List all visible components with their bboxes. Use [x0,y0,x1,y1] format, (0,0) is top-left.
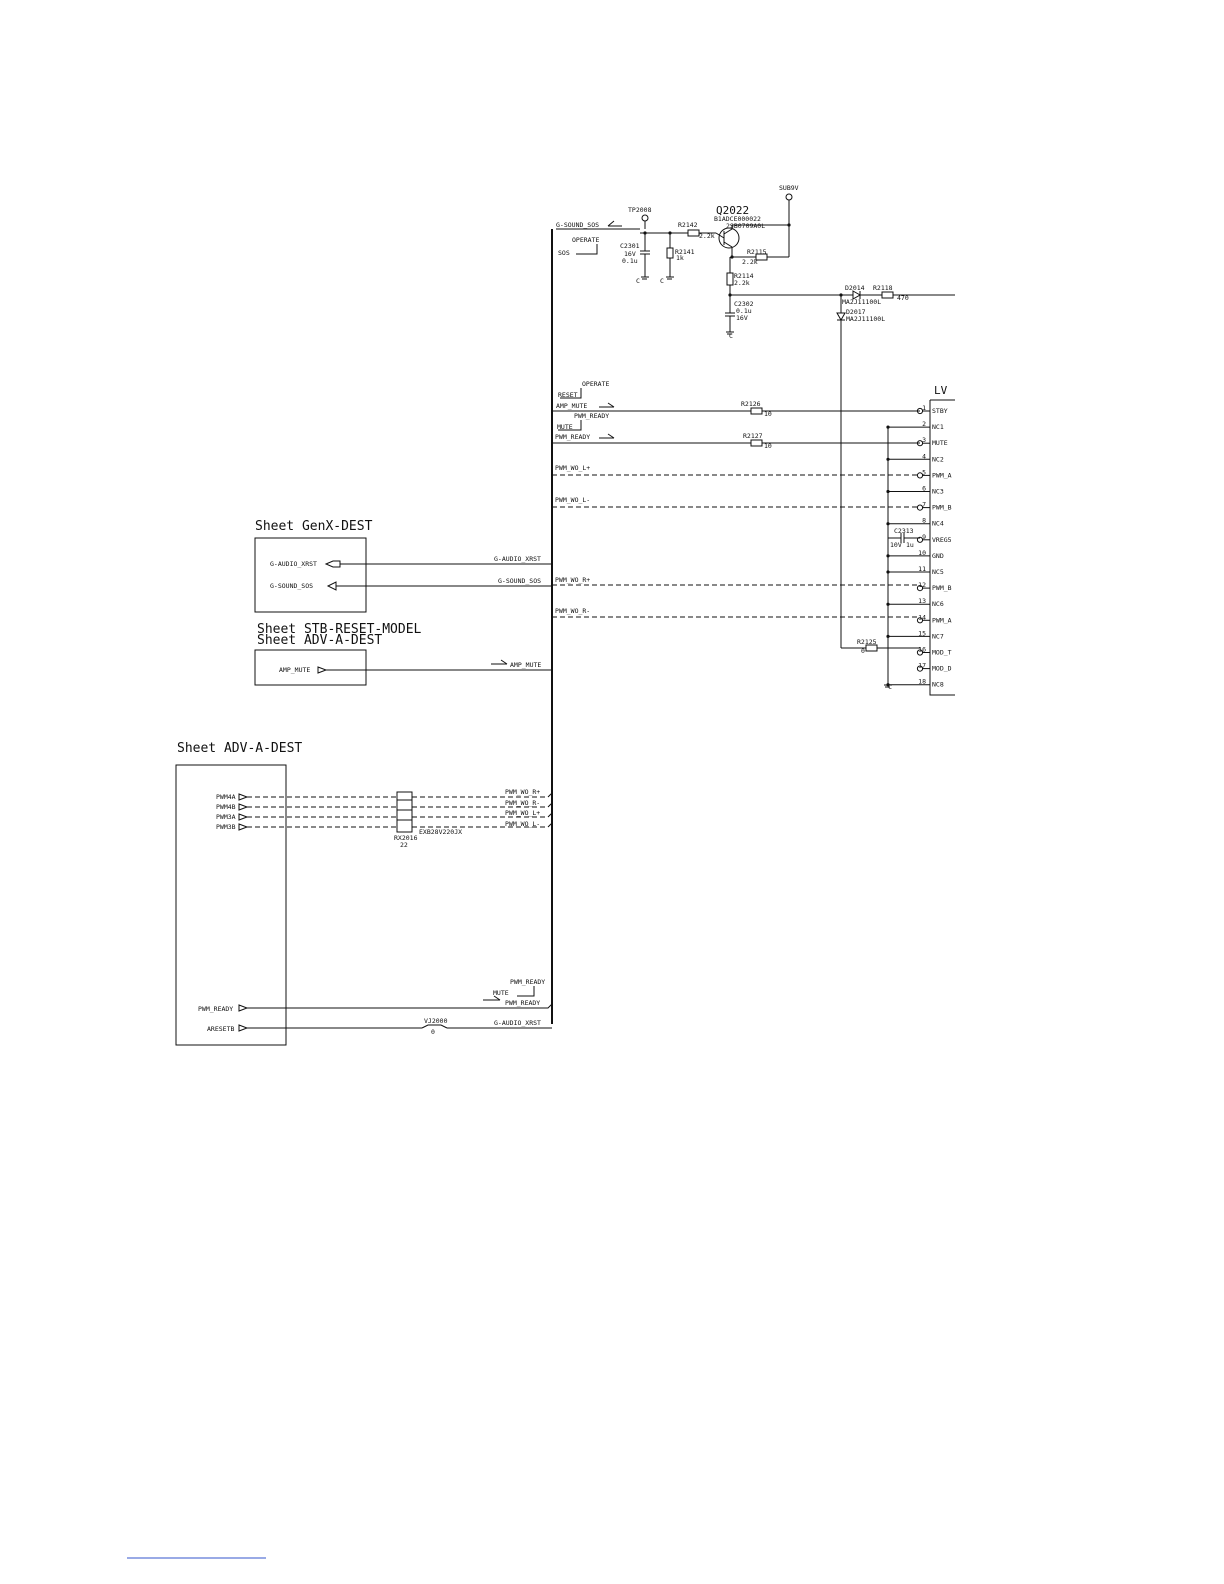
ic-pin-name: NC1 [932,423,944,432]
net-label-pwm-wo-r-minus-b: PWM_WO_R- [505,799,541,807]
q2022-part1: B1ADCE000022 [714,215,761,223]
gnd-label: C [636,277,640,285]
vj2000-value: 0 [431,1028,435,1036]
sheet-adv-a-dest-lower [176,741,552,1045]
ic-pin-number: 18 [918,677,926,686]
ic-pin-number: 7 [922,500,926,509]
q2022-label: Q2022 [716,204,750,217]
net-pwm-wo-r-minus [552,607,920,617]
ic-pin-name: PWM_B [932,584,952,593]
net-pwm-wo-l-minus [552,496,920,507]
net-label-pwm-wo-l-minus: PWM_WO_L- [555,496,591,504]
ic-pin-name: NC8 [932,680,944,689]
adv-port-pwm-ready: PWM_READY [198,1005,234,1013]
ic-pin-number: 11 [918,565,926,573]
ic-pin-name: MUTE [932,439,948,448]
ic-pin-name: PWM_A [932,616,952,625]
c2313-value: 1u [906,541,914,549]
ic-pin-number: 17 [918,661,926,670]
sheet-genx-dest [255,519,552,612]
ic-pin-name: NC2 [932,455,944,464]
ic-pin-name: STBY [932,407,948,415]
r2118-label: R2118 [873,284,893,292]
ic-pin-name: PWM_A [932,471,952,480]
r2126-value: 10 [764,410,772,418]
adv-a-port-amp-mute: AMP_MUTE [279,666,311,674]
ic-label: LV [934,384,948,397]
adv-port-arrow [239,814,247,820]
adv-port-pwm: PWM3B [216,823,236,831]
net-label-pwm-wo-r-plus-b: PWM_WO_R+ [505,788,541,796]
c2302-capacitor [725,293,754,340]
adv-port-arrow [239,804,247,810]
c2301-capacitor [620,233,650,285]
r2115-resistor [730,248,789,266]
adv-port-pwm: PWM4A [216,793,236,801]
adv-pwm-port-group [216,793,552,831]
r2118-resistor [873,284,955,302]
ic-pin-name: NC4 [932,519,944,528]
net-label-pwm-ready-a: PWM_READY [574,412,610,420]
r2127-label: R2127 [743,432,763,440]
adv-port-pwm: PWM3A [216,813,236,821]
net-label-pwm-ready-d: PWM_READY [505,999,541,1007]
ic-pin-number: 15 [918,629,926,638]
net-label-pwm-ready-b: PWM_READY [555,433,591,441]
net-label-pwm-ready-c: PWM_READY [510,978,546,986]
net-label-mute: MUTE [557,423,573,431]
genx-port-sound-sos: G-SOUND_SOS [270,582,314,590]
c2301-value: 0.1u [622,257,638,265]
r2125-value: 0 [861,647,865,655]
c2313-voltage: 10V [890,541,902,549]
ic-pin-name: NC5 [932,568,944,576]
net-label-g-sound-sos-b: G-SOUND_SOS [498,577,542,585]
ic-pin-number: 8 [922,516,926,525]
c2302-label: C2302 [734,300,754,308]
bus-entry-g-sound-sos [556,221,640,229]
net-label-pwm-wo-l-minus-b: PWM_WO_L- [505,820,541,828]
sheet-stb-adv-a [255,622,552,685]
net-label-pwm-wo-r-minus: PWM_WO_R- [555,607,591,615]
genx-port-audio-xrst: G-AUDIO_XRST [270,560,317,568]
net-operate-reset [558,380,609,399]
ic-pin-name: PWM_B [932,503,952,512]
rx2016-part: EXB28V220JX [419,828,463,836]
d2017-diode [837,295,885,648]
ic-pin-number: 9 [922,532,926,541]
r2142-label: R2142 [678,221,698,229]
ic-pin-number: 14 [918,613,926,622]
sheet-adv-a2-title: Sheet ADV-A-DEST [177,741,303,756]
r2114-value: 2.2k [734,279,750,287]
q2022-part2: 2SB0709A0L [726,222,766,230]
net-label-pwm-wo-l-plus-b: PWM_WO_L+ [505,809,541,817]
sub9v-label: SUB9V [779,184,799,192]
net-label-pwm-wo-r-plus: PWM_WO_R+ [555,576,591,584]
r2115-value: 2.2k [742,258,758,266]
c2301-label: C2301 [620,242,640,250]
ic-pin-number: 10 [918,548,926,557]
net-mute-pwm-ready [552,412,920,450]
net-sos-operate [558,236,599,257]
ic-pin-number: 1 [922,404,926,412]
ic-pin-number: 5 [922,468,926,477]
adv-port-arrow [239,824,247,830]
ic-pin-name: NC3 [932,487,944,496]
adv-port-aresetb: ARESETB [207,1025,235,1033]
ic-pin-number: 16 [918,645,926,654]
r2142-resistor [676,221,716,240]
adv-port-arrow [239,794,247,800]
c2313-capacitor [888,527,920,549]
r2127-value: 10 [764,442,772,450]
vj2000-label: VJ2000 [424,1017,448,1025]
r2118-value: 470 [897,294,909,302]
net-label-g-audio-xrst-a: G-AUDIO_XRST [494,555,541,563]
gnd-label: C [660,277,664,285]
c2301-voltage: 16V [624,250,636,258]
r2114-label: R2114 [734,272,754,280]
ic-pin-number: 3 [922,436,926,445]
ic-pin-name: MOD_T [932,648,952,657]
net-label-g-audio-xrst-b: G-AUDIO_XRST [494,1019,541,1027]
net-label-operate-mid: OPERATE [582,380,610,388]
sheet-adv-a-title: Sheet ADV-A-DEST [257,633,383,648]
rx2016-resistor-array [394,792,462,849]
ic-pin-name: NC7 [932,632,944,641]
tp2008-testpoint [628,206,652,229]
ic-pin-name: VREG5 [932,535,952,544]
d2017-label: D2017 [846,308,866,316]
c2313-label: C2313 [894,527,914,535]
adv-port-pwm: PWM4B [216,803,236,811]
sheet-genx-title: Sheet GenX-DEST [255,519,373,534]
r2142-value: 2.2k [699,232,715,240]
net-label-operate-top: OPERATE [572,236,600,244]
ic-pin-number: 4 [922,452,926,461]
ic-pin-name: GND [932,551,944,560]
net-label-amp-mute-b: AMP_MUTE [510,661,542,669]
gnd-label: C [729,332,733,340]
c2302-voltage: 16V [736,314,748,322]
r2141-value: 1k [676,254,684,262]
net-label-g-sound-sos: G-SOUND_SOS [556,221,600,229]
net-label-pwm-wo-l-plus: PWM_WO_L+ [555,464,591,472]
gnd-label: C [888,683,892,691]
r2125-label: R2125 [857,638,877,646]
net-label-reset: RESET [558,391,578,399]
d2014-part: MA2J11100L [842,298,882,306]
c2302-value: 0.1u [736,307,752,315]
net-label-amp-mute: AMP_MUTE [556,402,588,410]
r2141-label: R2141 [675,248,695,256]
r2126-label: R2126 [741,400,761,408]
net-pwm-wo-l-plus [552,464,920,475]
ic-pin-number: 12 [918,581,926,590]
r2115-label: R2115 [747,248,767,256]
ic-pin-name: MOD_D [932,664,952,673]
net-label-sos: SOS [558,249,570,257]
ic-pin-number: 2 [922,420,926,429]
sheet-stb-title: Sheet STB-RESET-MODEL [257,622,422,637]
ic-pin-number: 6 [922,484,926,493]
r2141-resistor [660,233,695,285]
net-pwm-wo-r-plus [552,576,920,585]
tp2008-label: TP2008 [628,206,652,214]
net-label-mute-b: MUTE [493,989,509,997]
ic-pin-number: 13 [918,597,926,606]
ic-pin-name: NC6 [932,600,944,609]
rx2016-value: 22 [400,841,408,849]
r2125-resistor [841,638,920,655]
d2017-part: MA2J11100L [846,315,886,323]
rx2016-label: RX2016 [394,834,418,842]
d2014-label: D2014 [845,284,865,292]
